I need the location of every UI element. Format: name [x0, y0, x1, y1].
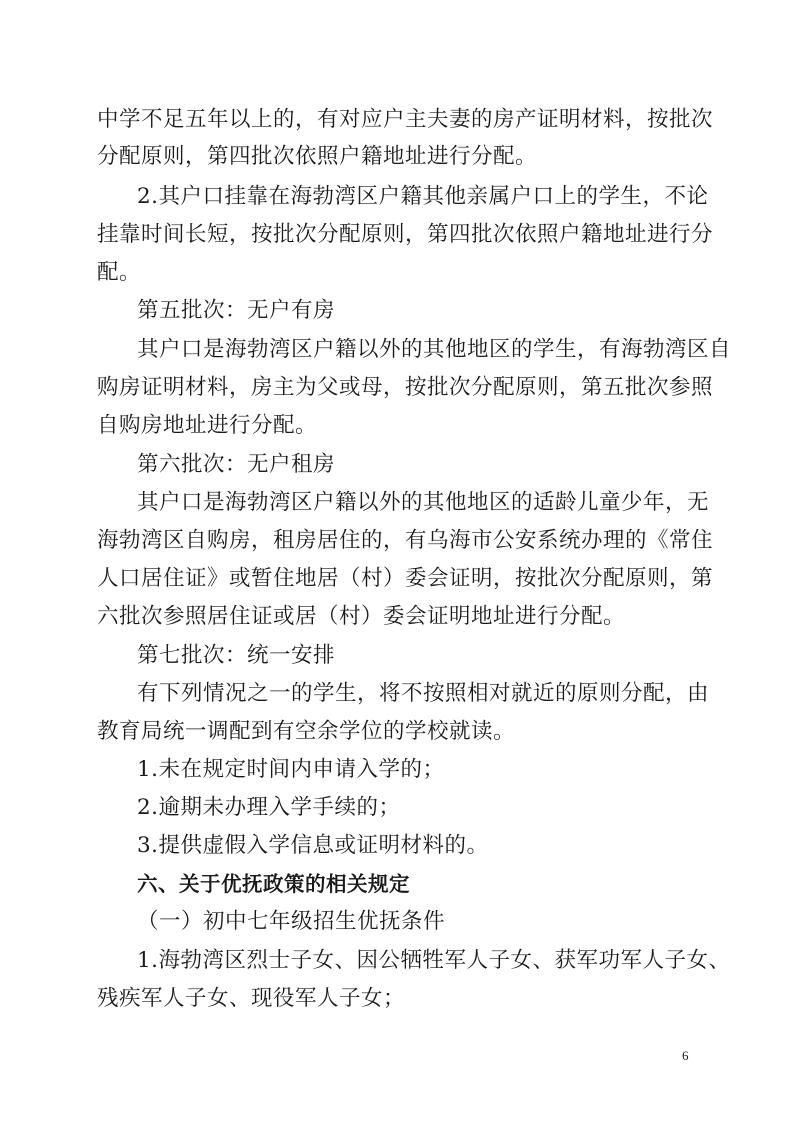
list-item: 1.海勃湾区烈士子女、因公牺牲军人子女、获军功军人子女、 [137, 948, 731, 973]
paragraph-line: 其户口是海勃湾区户籍以外的其他地区的学生，有海勃湾区自 [137, 337, 732, 362]
section-subheading: 第六批次：无户租房 [137, 452, 336, 477]
paragraph-line: 其户口是海勃湾区户籍以外的其他地区的适龄儿童少年，无 [137, 490, 710, 515]
paragraph-line: 残疾军人子女、现役军人子女； [97, 986, 406, 1011]
paragraph-line: 分配原则，第四批次依照户籍地址进行分配。 [97, 144, 538, 169]
paragraph-line: 教育局统一调配到有空余学位的学校就读。 [97, 719, 516, 744]
paragraph-line: 人口居住证》或暂住地居（村）委会证明，按批次分配原则，第 [97, 566, 714, 591]
section-heading: 六、关于优抚政策的相关规定 [137, 872, 410, 896]
section-subheading: （一）初中七年级招生优抚条件 [137, 909, 446, 934]
paragraph-line: 有下列情况之一的学生，将不按照相对就近的原则分配，由 [137, 681, 710, 706]
paragraph-line: 海勃湾区自购房，租房居住的，有乌海市公安系统办理的《常住 [97, 528, 714, 553]
list-item: 2.逾期未办理入学手续的； [137, 795, 401, 820]
paragraph-line: 挂靠时间长短，按批次分配原则，第四批次依照户籍地址进行分 [97, 222, 714, 247]
paragraph-line: 购房证明材料，房主为父或母，按批次分配原则，第五批次参照 [97, 375, 714, 400]
paragraph-line: 配。 [97, 260, 142, 285]
paragraph-line: 六批次参照居住证或居（村）委会证明地址进行分配。 [97, 604, 626, 629]
list-item: 1.未在规定时间内申请入学的； [137, 757, 445, 782]
paragraph-line: 2.其户口挂靠在海勃湾区户籍其他亲属户口上的学生，不论 [137, 184, 709, 209]
section-subheading: 第七批次：统一安排 [137, 643, 336, 668]
list-item: 3.提供虚假入学信息或证明材料的。 [137, 833, 489, 858]
paragraph-line: 中学不足五年以上的，有对应户主夫妻的房产证明材料，按批次 [97, 107, 714, 132]
page-number: 6 [682, 1048, 689, 1063]
section-subheading: 第五批次：无户有房 [137, 298, 336, 323]
paragraph-line: 自购房地址进行分配。 [97, 413, 318, 438]
